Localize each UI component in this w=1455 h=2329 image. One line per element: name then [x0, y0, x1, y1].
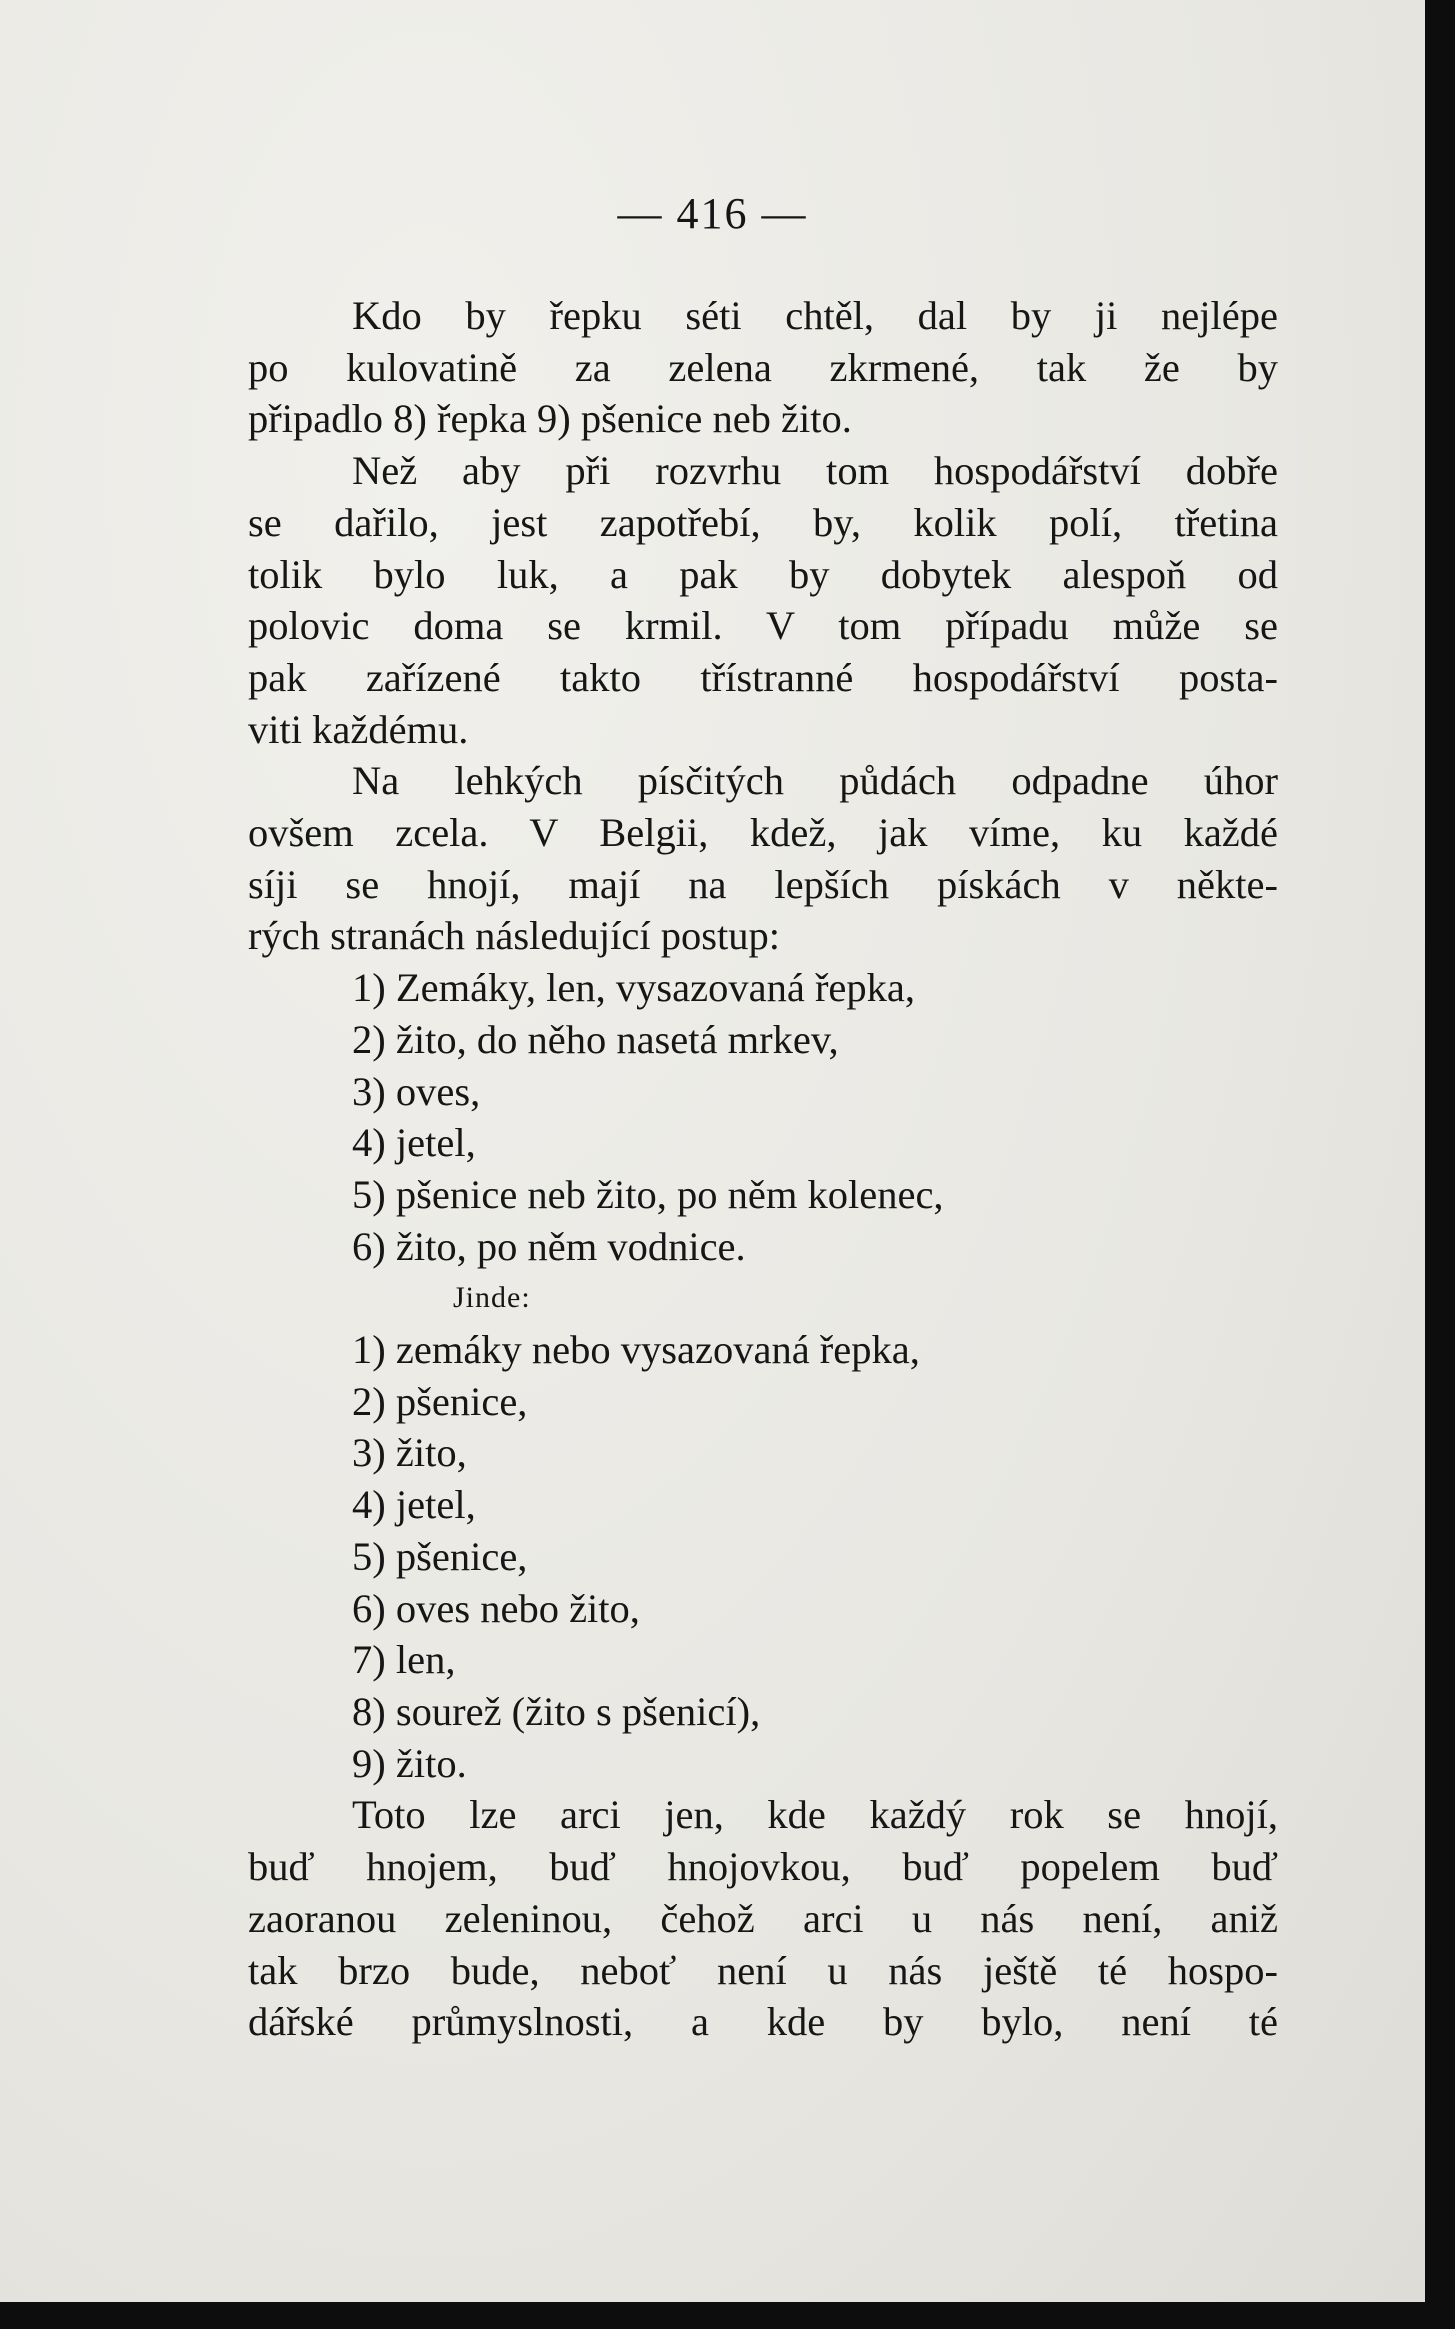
list-item: 4) jetel,: [352, 1482, 476, 1528]
text-line: polovic doma se krmil. V tom případu může se: [248, 603, 1278, 649]
list-item: 9) žito.: [352, 1740, 467, 1786]
list-item: 2) pšenice,: [352, 1378, 528, 1424]
text-line: pak zařízené takto třístranné hospodářství posta-: [248, 654, 1278, 700]
list-item: 1) zemáky nebo vysazovaná řepka,: [352, 1327, 920, 1373]
list-item: 3) žito,: [352, 1430, 467, 1476]
list-item: 6) oves nebo žito,: [352, 1585, 640, 1631]
text-line: Na lehkých písčitých půdách odpadne úhor: [352, 758, 1278, 804]
text-line: tolik bylo luk, a pak by dobytek alespoň od: [248, 551, 1278, 597]
text-line: Kdo by řepku séti chtěl, dal by ji nejlépe: [352, 293, 1278, 338]
list-item: 5) pšenice,: [352, 1533, 528, 1579]
text-line: se dařilo, jest zapotřebí, by, kolik polí, třetina: [248, 499, 1278, 545]
text-line: po kulovatině za zelena zkrmené, tak že by: [248, 344, 1278, 390]
text-line: připadlo 8) řepka 9) pšenice neb žito.: [248, 396, 852, 442]
list-item: 4) jetel,: [352, 1120, 476, 1166]
scan-border-right: [1425, 0, 1455, 2329]
list-item: 7) len,: [352, 1637, 456, 1683]
list-item: 6) žito, po něm vodnice.: [352, 1223, 746, 1269]
text-line: viti každému.: [248, 706, 469, 752]
list-item: 3) oves,: [352, 1068, 481, 1114]
text-line: ovšem zcela. V Belgii, kdež, jak víme, ku každé: [248, 810, 1278, 856]
list-item: 8) sourež (žito s pšenicí),: [352, 1688, 761, 1734]
scan-border-bottom: [0, 2302, 1455, 2329]
text-line: rých stranách následující postup:: [248, 913, 780, 959]
list-item: 1) Zemáky, len, vysazovaná řepka,: [352, 965, 916, 1011]
text-line: síji se hnojí, mají na lepších pískách v někte-: [248, 861, 1278, 907]
page-number: — 416 —: [617, 189, 808, 238]
list-item: 2) žito, do něho nasetá mrkev,: [352, 1016, 839, 1062]
list-item: 5) pšenice neb žito, po něm kolenec,: [352, 1171, 944, 1217]
text-line: buď hnojem, buď hnojovkou, buď popelem buď: [248, 1844, 1278, 1890]
section-label: Jinde:: [453, 1281, 531, 1315]
body-text: [248, 290, 1278, 2048]
text-line: zaoranou zeleninou, čehož arci u nás není, aniž: [248, 1895, 1278, 1941]
text-line: dářské průmyslnosti, a kde by bylo, není té: [248, 1999, 1278, 2045]
text-line: Než aby při rozvrhu tom hospodářství dobře: [352, 448, 1278, 494]
text-line: Toto lze arci jen, kde každý rok se hnojí,: [352, 1792, 1278, 1838]
text-line: tak brzo bude, neboť není u nás ještě té hospo-: [248, 1947, 1278, 1993]
